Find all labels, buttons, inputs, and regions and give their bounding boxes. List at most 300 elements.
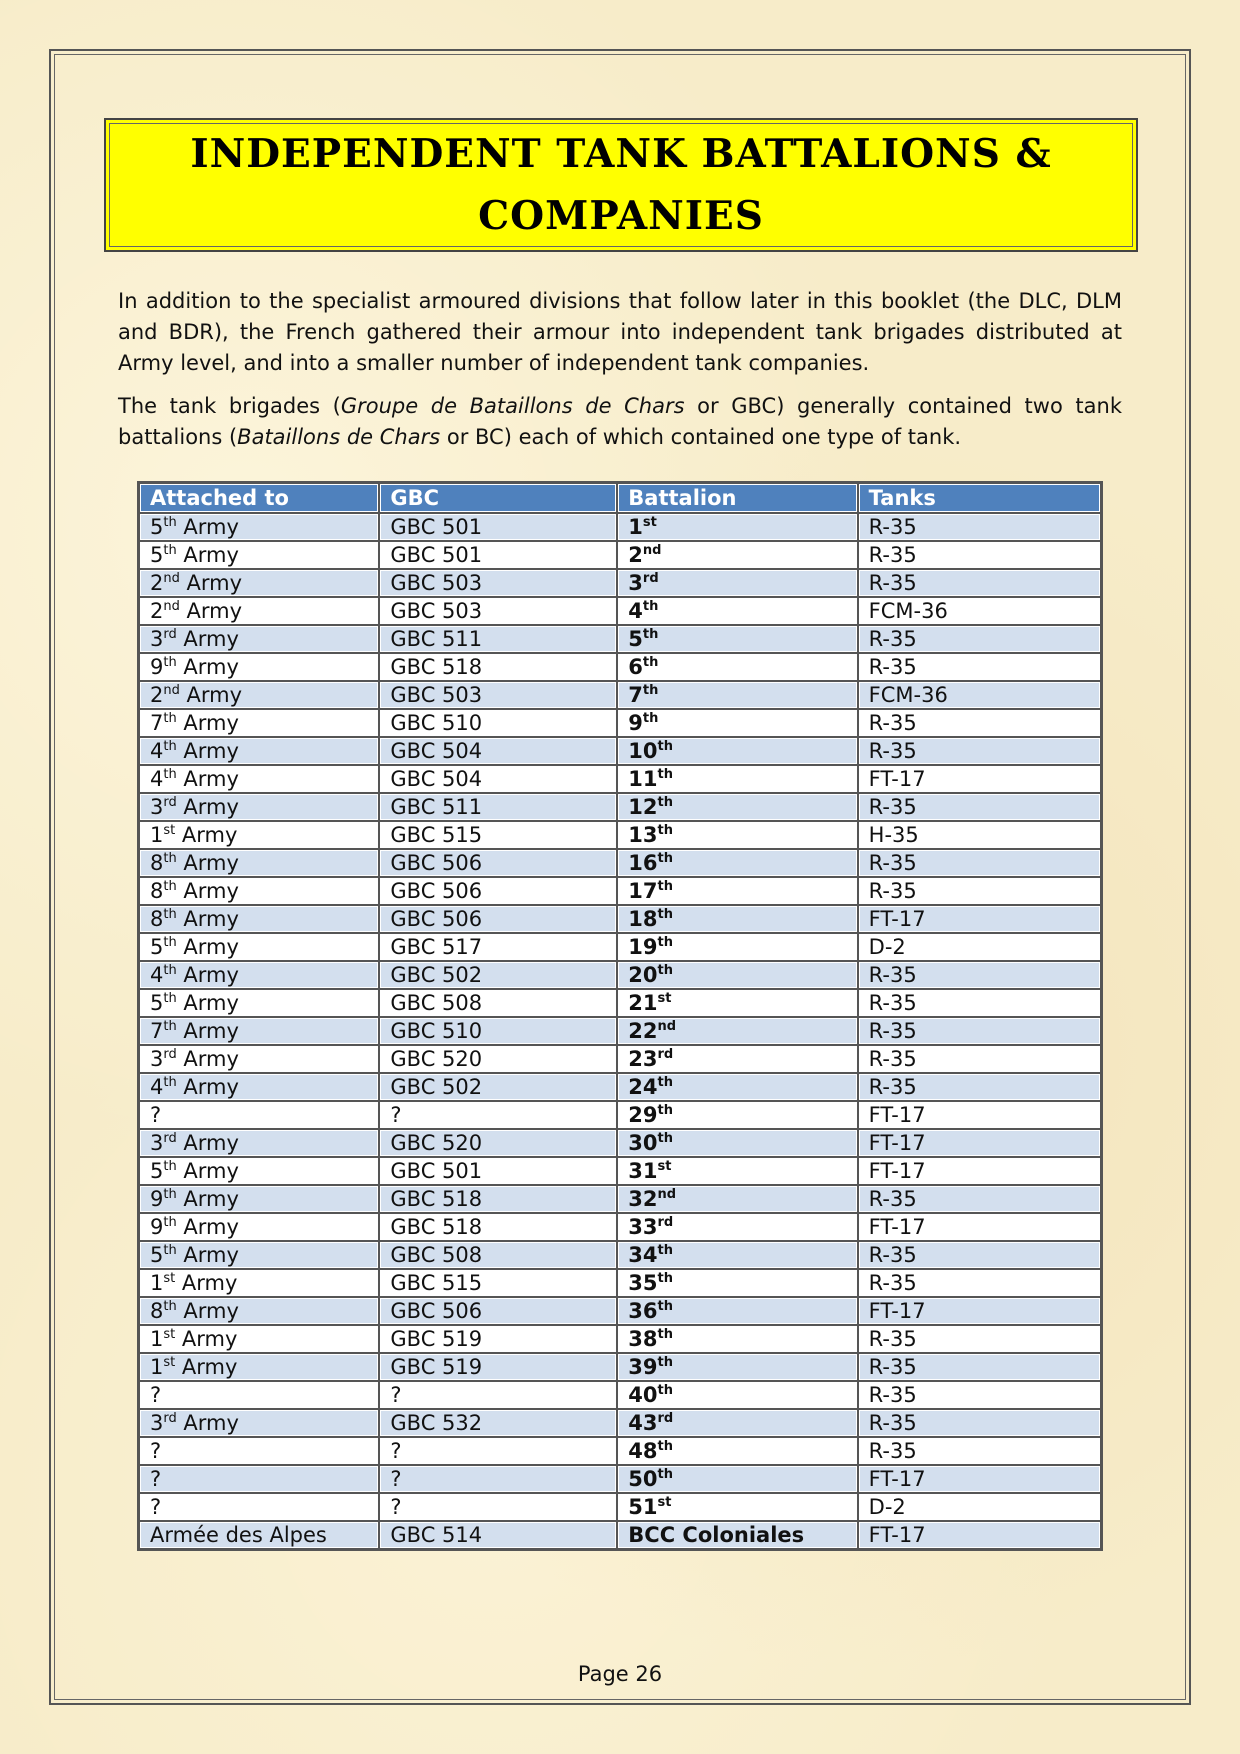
cell-tanks: FT-17 (858, 1297, 1101, 1325)
cell-battalion (617, 1101, 857, 1129)
army-ordinal-suffix: th (163, 1299, 177, 1314)
battalion-number: 5 (628, 627, 643, 651)
army-ordinal-suffix: th (163, 879, 177, 894)
cell-gbc: GBC 518 (379, 1185, 617, 1213)
title-banner (104, 118, 1138, 252)
army-ordinal-suffix: th (163, 851, 177, 866)
army-number: 4 (150, 963, 164, 987)
army-number: 2 (150, 599, 164, 623)
army-label: Army (179, 571, 243, 595)
cell-battalion (617, 625, 857, 653)
army-label: Army (176, 851, 239, 875)
table-row (139, 821, 1101, 849)
cell-tanks: R-35 (858, 541, 1101, 569)
table-row (139, 1437, 1101, 1465)
army-number: ? (150, 1467, 162, 1491)
battalion-ordinal-suffix: th (657, 1243, 673, 1258)
army-ordinal-suffix: st (163, 823, 176, 838)
army-number: 5 (150, 543, 164, 567)
battalion-number: 20 (628, 963, 658, 987)
cell-battalion (617, 1045, 857, 1073)
cell-attached (139, 709, 379, 737)
cell-gbc: GBC 508 (379, 989, 617, 1017)
cell-tanks: R-35 (858, 849, 1101, 877)
cell-battalion (617, 989, 857, 1017)
army-ordinal-suffix: nd (163, 683, 180, 698)
table-row (139, 1073, 1101, 1101)
cell-battalion (617, 765, 857, 793)
intro-paragraph-1: In addition to the specialist armoured divisions that follow later in this booklet (the DLC, DLM and BDR), the French gathered their armour into independent tank brigades distributed at Army level, and into a smaller number of independent tank companies. (118, 289, 1122, 375)
cell-battalion (617, 1017, 857, 1045)
army-label: Army (176, 655, 239, 679)
army-number: 8 (150, 879, 164, 903)
battalion-ordinal-suffix: th (642, 711, 659, 726)
battalion-ordinal-suffix: st (642, 515, 657, 530)
battalion-ordinal-suffix: th (642, 683, 659, 698)
cell-tanks: R-35 (858, 1017, 1101, 1045)
army-label: Army (176, 515, 239, 539)
cell-attached (139, 1493, 379, 1521)
army-label: Army (176, 1411, 239, 1435)
cell-attached (139, 1101, 379, 1129)
cell-attached (139, 1437, 379, 1465)
cell-battalion (617, 1297, 857, 1325)
army-number: ? (150, 1103, 162, 1127)
cell-tanks: R-35 (858, 793, 1101, 821)
army-ordinal-suffix: th (163, 1215, 177, 1230)
table-row (139, 737, 1101, 765)
cell-tanks: R-35 (858, 961, 1101, 989)
army-ordinal-suffix: rd (163, 627, 177, 642)
table-row (139, 989, 1101, 1017)
cell-gbc: GBC 514 (379, 1521, 617, 1549)
army-ordinal-suffix: th (163, 935, 177, 950)
army-label: Army (176, 711, 239, 735)
army-ordinal-suffix: th (163, 711, 177, 726)
battalion-ordinal-suffix: th (657, 907, 673, 922)
cell-battalion (617, 1521, 857, 1549)
table-row (139, 1297, 1101, 1325)
battalion-ordinal-suffix: st (657, 1159, 672, 1174)
cell-attached (139, 933, 379, 961)
table-row (139, 569, 1101, 597)
title-line-2: COMPANIES (478, 193, 764, 239)
table-row (139, 905, 1101, 933)
cell-attached (139, 961, 379, 989)
cell-tanks: R-35 (858, 989, 1101, 1017)
table-row (139, 681, 1101, 709)
cell-battalion (617, 1241, 857, 1269)
battalion-ordinal-suffix: th (657, 795, 673, 810)
army-label: Army (179, 683, 243, 707)
cell-battalion (617, 1493, 857, 1521)
cell-battalion (617, 513, 857, 541)
army-ordinal-suffix: rd (163, 1047, 177, 1062)
cell-attached (139, 541, 379, 569)
cell-gbc: GBC 510 (379, 1017, 617, 1045)
cell-gbc: GBC 511 (379, 625, 617, 653)
army-label: Army (176, 627, 239, 651)
cell-gbc: ? (379, 1493, 617, 1521)
battalion-ordinal-suffix: th (657, 1327, 673, 1342)
cell-battalion (617, 597, 857, 625)
battalion-ordinal-suffix: rd (657, 1047, 674, 1062)
army-ordinal-suffix: th (163, 1187, 177, 1202)
cell-battalion (617, 1185, 857, 1213)
cell-gbc: GBC 504 (379, 765, 617, 793)
army-ordinal-suffix: st (163, 1327, 176, 1342)
cell-attached (139, 1409, 379, 1437)
cell-attached (139, 1381, 379, 1409)
battalion-ordinal-suffix: th (657, 767, 673, 782)
table-row (139, 653, 1101, 681)
army-label: Army (176, 1187, 239, 1211)
cell-tanks: R-35 (858, 1409, 1101, 1437)
table-row (139, 513, 1101, 541)
cell-battalion (617, 793, 857, 821)
intro-paragraph-2 (118, 391, 1122, 453)
table-row (139, 1213, 1101, 1241)
cell-attached (139, 877, 379, 905)
battalion-number: 7 (628, 683, 643, 707)
army-ordinal-suffix: th (163, 655, 177, 670)
army-number: 5 (150, 935, 164, 959)
cell-gbc: GBC 518 (379, 653, 617, 681)
cell-gbc: GBC 506 (379, 849, 617, 877)
cell-attached (139, 1185, 379, 1213)
cell-tanks: FT-17 (858, 1129, 1101, 1157)
army-ordinal-suffix: th (163, 515, 177, 530)
battalion-ordinal-suffix: th (642, 599, 659, 614)
cell-gbc: GBC 532 (379, 1409, 617, 1437)
army-number: 1 (150, 823, 164, 847)
army-number: 5 (150, 1159, 164, 1183)
page-number: Page 26 (577, 1662, 663, 1686)
army-label: Army (176, 739, 239, 763)
army-ordinal-suffix: rd (163, 795, 177, 810)
army-label: Army (176, 1215, 239, 1239)
army-label: Army (176, 991, 239, 1015)
army-number: 2 (150, 683, 164, 707)
army-label: Army (176, 1159, 239, 1183)
intro-p2-part: or GBC) generally contained two tank battalions ( (118, 394, 1122, 449)
cell-attached (139, 653, 379, 681)
cell-attached (139, 765, 379, 793)
cell-gbc: GBC 511 (379, 793, 617, 821)
cell-gbc: ? (379, 1437, 617, 1465)
cell-gbc: GBC 503 (379, 597, 617, 625)
army-ordinal-suffix: nd (163, 571, 180, 586)
cell-gbc: GBC 510 (379, 709, 617, 737)
cell-attached (139, 1521, 379, 1549)
table-row (139, 709, 1101, 737)
cell-attached (139, 905, 379, 933)
cell-tanks: R-35 (858, 1381, 1101, 1409)
cell-tanks: R-35 (858, 1241, 1101, 1269)
battalion-number: 31 (628, 1159, 658, 1183)
table-row (139, 1465, 1101, 1493)
army-ordinal-suffix: th (163, 767, 177, 782)
cell-gbc: GBC 502 (379, 961, 617, 989)
cell-gbc: GBC 503 (379, 569, 617, 597)
battalion-ordinal-suffix: th (657, 963, 673, 978)
battalion-ordinal-suffix: st (657, 991, 672, 1006)
cell-tanks: FT-17 (858, 765, 1101, 793)
cell-battalion (617, 1129, 857, 1157)
battalion-number: BCC Coloniales (628, 1523, 805, 1547)
battalion-number: 35 (628, 1271, 658, 1295)
army-number: 3 (150, 1131, 164, 1155)
cell-tanks: R-35 (858, 1073, 1101, 1101)
battalion-number: 29 (628, 1103, 658, 1127)
cell-attached (139, 569, 379, 597)
cell-attached (139, 1297, 379, 1325)
cell-attached (139, 1325, 379, 1353)
cell-attached (139, 1017, 379, 1045)
army-ordinal-suffix: th (163, 1243, 177, 1258)
battalion-ordinal-suffix: nd (642, 543, 662, 558)
title-line-1: INDEPENDENT TANK BATTALIONS & (190, 131, 1052, 177)
cell-gbc: GBC 518 (379, 1213, 617, 1241)
cell-tanks: FT-17 (858, 905, 1101, 933)
cell-attached (139, 1213, 379, 1241)
cell-attached (139, 1353, 379, 1381)
battalion-ordinal-suffix: nd (657, 1187, 677, 1202)
cell-gbc: GBC 506 (379, 877, 617, 905)
army-number: 5 (150, 515, 164, 539)
table-row (139, 793, 1101, 821)
intro-text (118, 286, 1122, 465)
battalion-number: 19 (628, 935, 658, 959)
army-label: Army (176, 767, 239, 791)
cell-tanks: R-35 (858, 877, 1101, 905)
table-row (139, 1017, 1101, 1045)
cell-gbc: GBC 502 (379, 1073, 617, 1101)
cell-gbc: GBC 519 (379, 1353, 617, 1381)
cell-gbc: GBC 506 (379, 1297, 617, 1325)
intro-p2-term: Groupe de Bataillons de Chars (340, 394, 685, 418)
army-label: Army (176, 963, 239, 987)
battalion-ordinal-suffix: th (657, 1103, 673, 1118)
table-row (139, 1353, 1101, 1381)
battalion-number: 39 (628, 1355, 658, 1379)
battalion-ordinal-suffix: th (657, 1355, 673, 1370)
battalion-number: 16 (628, 851, 658, 875)
battalion-number: 38 (628, 1327, 658, 1351)
cell-gbc: GBC 520 (379, 1129, 617, 1157)
battalion-ordinal-suffix: rd (657, 1411, 674, 1426)
cell-gbc: GBC 515 (379, 1269, 617, 1297)
battalion-ordinal-suffix: th (657, 1131, 673, 1146)
table-row (139, 541, 1101, 569)
intro-p2-term: Bataillons de Chars (237, 425, 441, 449)
battalion-ordinal-suffix: th (657, 1299, 673, 1314)
cell-gbc: ? (379, 1381, 617, 1409)
battalion-number: 22 (628, 1019, 658, 1043)
cell-tanks: R-35 (858, 513, 1101, 541)
army-number: 8 (150, 851, 164, 875)
army-number: 4 (150, 739, 164, 763)
cell-attached (139, 1073, 379, 1101)
table-row (139, 1521, 1101, 1549)
cell-attached (139, 989, 379, 1017)
cell-tanks: R-35 (858, 569, 1101, 597)
army-label: Army (175, 1327, 238, 1351)
battalion-table (137, 481, 1103, 1551)
cell-battalion (617, 681, 857, 709)
table-row (139, 849, 1101, 877)
army-label: Army (176, 935, 239, 959)
table-row (139, 1241, 1101, 1269)
page-title (190, 123, 1051, 247)
army-number: ? (150, 1495, 162, 1519)
army-label: Army (176, 907, 239, 931)
cell-attached (139, 1269, 379, 1297)
battalion-number: 18 (628, 907, 658, 931)
cell-attached (139, 849, 379, 877)
army-label: Army (176, 543, 239, 567)
cell-battalion (617, 1325, 857, 1353)
battalion-ordinal-suffix: th (657, 1383, 673, 1398)
army-number: 9 (150, 1187, 164, 1211)
column-header-attached: Attached to (139, 483, 379, 513)
table-row (139, 1381, 1101, 1409)
battalion-number: 10 (628, 739, 658, 763)
battalion-number: 33 (628, 1215, 658, 1239)
battalion-ordinal-suffix: th (657, 1075, 673, 1090)
table-row (139, 1325, 1101, 1353)
table-body (139, 513, 1101, 1549)
cell-attached (139, 625, 379, 653)
cell-battalion (617, 905, 857, 933)
cell-attached (139, 737, 379, 765)
cell-tanks: R-35 (858, 1269, 1101, 1297)
army-label: Army (175, 1271, 238, 1295)
cell-tanks: FT-17 (858, 1465, 1101, 1493)
battalion-number: 1 (628, 515, 643, 539)
cell-battalion (617, 569, 857, 597)
army-number: ? (150, 1383, 162, 1407)
army-ordinal-suffix: th (163, 1159, 177, 1174)
battalion-number: 17 (628, 879, 658, 903)
table-header-row (139, 483, 1101, 513)
army-ordinal-suffix: st (163, 1355, 176, 1370)
battalion-ordinal-suffix: th (642, 655, 659, 670)
battalion-ordinal-suffix: rd (657, 1215, 674, 1230)
cell-attached (139, 681, 379, 709)
battalion-number: 50 (628, 1467, 658, 1491)
army-number: 3 (150, 795, 164, 819)
army-number: 3 (150, 627, 164, 651)
cell-battalion (617, 541, 857, 569)
army-number: 3 (150, 1047, 164, 1071)
army-ordinal-suffix: th (163, 963, 177, 978)
battalion-number: 34 (628, 1243, 658, 1267)
battalion-number: 9 (628, 711, 643, 735)
cell-attached (139, 821, 379, 849)
battalion-number: 40 (628, 1383, 658, 1407)
army-number: 1 (150, 1327, 164, 1351)
army-label: Army (179, 599, 243, 623)
army-label: Army (176, 795, 239, 819)
battalion-number: 32 (628, 1187, 658, 1211)
battalion-number: 13 (628, 823, 658, 847)
table-row (139, 933, 1101, 961)
cell-gbc: GBC 501 (379, 541, 617, 569)
cell-tanks: R-35 (858, 737, 1101, 765)
army-number: 2 (150, 571, 164, 595)
table-row (139, 1493, 1101, 1521)
table-row (139, 1269, 1101, 1297)
battalion-ordinal-suffix: th (657, 1467, 673, 1482)
table-row (139, 1045, 1101, 1073)
cell-attached (139, 1157, 379, 1185)
cell-attached (139, 1465, 379, 1493)
cell-battalion (617, 737, 857, 765)
army-number: 3 (150, 1411, 164, 1435)
column-header-gbc: GBC (379, 483, 617, 513)
cell-tanks: FT-17 (858, 1101, 1101, 1129)
cell-battalion (617, 1213, 857, 1241)
battalion-ordinal-suffix: th (657, 851, 673, 866)
army-number: 7 (150, 1019, 164, 1043)
cell-gbc: GBC 515 (379, 821, 617, 849)
cell-tanks: D-2 (858, 933, 1101, 961)
cell-tanks: R-35 (858, 1185, 1101, 1213)
cell-battalion (617, 709, 857, 737)
cell-attached (139, 1241, 379, 1269)
army-ordinal-suffix: th (163, 739, 177, 754)
army-number: 8 (150, 1299, 164, 1323)
table-row (139, 1129, 1101, 1157)
battalion-number: 36 (628, 1299, 658, 1323)
cell-battalion (617, 653, 857, 681)
battalion-number: 6 (628, 655, 643, 679)
cell-gbc: ? (379, 1465, 617, 1493)
cell-battalion (617, 933, 857, 961)
table-row (139, 1101, 1101, 1129)
battalion-number: 12 (628, 795, 658, 819)
cell-tanks: FCM-36 (858, 597, 1101, 625)
cell-attached (139, 1129, 379, 1157)
army-label: Army (176, 1075, 239, 1099)
battalion-ordinal-suffix: rd (642, 571, 659, 586)
army-number: 5 (150, 1243, 164, 1267)
table-row (139, 1157, 1101, 1185)
cell-tanks: R-35 (858, 625, 1101, 653)
army-ordinal-suffix: th (163, 991, 177, 1006)
cell-attached (139, 1045, 379, 1073)
cell-tanks: R-35 (858, 1353, 1101, 1381)
table-row (139, 597, 1101, 625)
battalion-number: 43 (628, 1411, 658, 1435)
cell-tanks: FT-17 (858, 1213, 1101, 1241)
army-ordinal-suffix: th (163, 1075, 177, 1090)
battalion-ordinal-suffix: th (657, 739, 673, 754)
army-number: 8 (150, 907, 164, 931)
army-number: 9 (150, 1215, 164, 1239)
cell-tanks: FT-17 (858, 1521, 1101, 1549)
battalion-number: 30 (628, 1131, 658, 1155)
army-number: Armée des Alpes (150, 1523, 327, 1547)
cell-battalion (617, 849, 857, 877)
cell-tanks: R-35 (858, 1437, 1101, 1465)
cell-battalion (617, 1157, 857, 1185)
cell-gbc: GBC 504 (379, 737, 617, 765)
army-label: Army (176, 879, 239, 903)
cell-attached (139, 513, 379, 541)
battalion-ordinal-suffix: th (657, 1271, 673, 1286)
